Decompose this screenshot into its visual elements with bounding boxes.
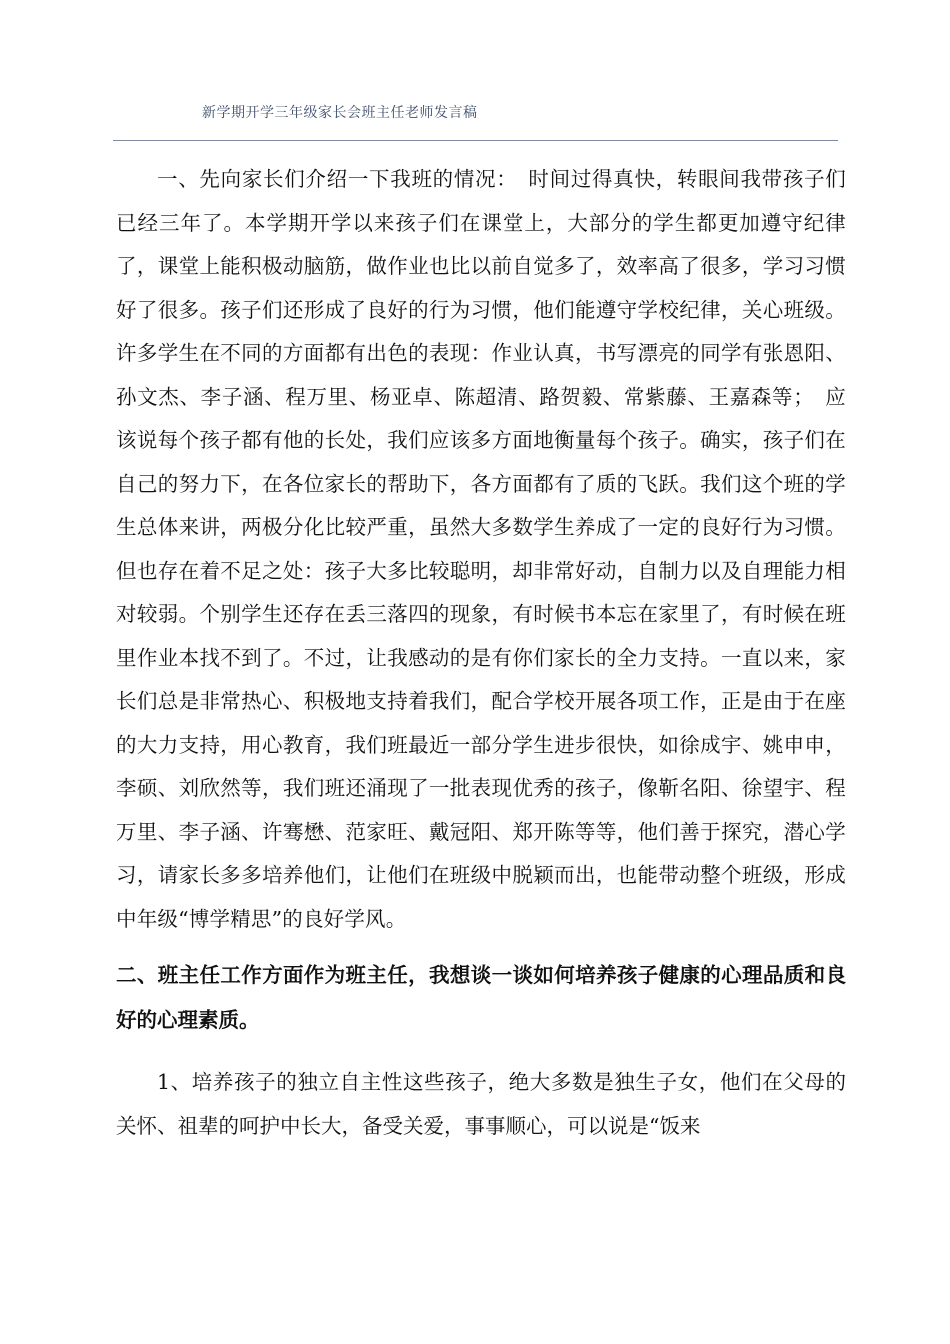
document-header-title: 新学期开学三年级家长会班主任老师发言稿 (202, 105, 478, 121)
paragraph-independence: 1、培养孩子的独立自主性这些孩子，绝大多数是独生子女，他们在父母的关怀、祖辈的呵护中长大，备受关爱，事事顺心，可以说是“饭来 (116, 1070, 846, 1138)
header-divider (113, 140, 838, 141)
document-body (116, 158, 846, 1148)
paragraph-class-introduction: 一、先向家长们介绍一下我班的情况： 时间过得真快，转眼间我带孩子们已经三年了。本学期开学以来孩子们在课堂上，大部分的学生都更加遵守纪律了，课堂上能积极动脑筋，做作业也比以前自觉多了，效率高了很多，学习习惯好了很多。孩子们还形成了良好的行为习惯，他们能遵守学校纪律，关心班级。许多学生在不同的方面都有出色的表现：作业认真，书写漂亮的同学有张恩阳、孙文杰、李子涵、程万里、杨亚卓、陈超清、路贺毅、常紫藤、王嘉森等； 应该说每个孩子都有他的长处，我们应该多方面地衡量每个孩子。确实，孩子们在自己的努力下，在各位家长的帮助下，各方面都有了质的飞跃。我们这个班的学生总体来讲，两极分化比较严重，虽然大多数学生养成了一定的良好行为习惯。但也存在着不足之处：孩子大多比较聪明，却非常好动，自制力以及自理能力相对较弱。个别学生还存在丢三落四的现象，有时候书本忘在家里了，有时候在班里作业本找不到了。不过，让我感动的是有你们家长的全力支持。一直以来，家长们总是非常热心、积极地支持着我们，配合学校开展各项工作，正是由于在座的大力支持，用心教育，我们班最近一部分学生进步很快，如徐成宇、姚申申，李硕、刘欣然等，我们班还涌现了一批表现优秀的孩子，像靳名阳、徐望宇、程万里、李子涵、许骞懋、范家旺、戴冠阳、郑开陈等等，他们善于探究，潜心学习，请家长多多培养他们，让他们在班级中脱颖而出，也能带动整个班级，形成中年级“博学精思”的良好学风。 (116, 167, 846, 931)
section-heading-class-teacher-work: 二、班主任工作方面作为班主任，我想谈一谈如何培养孩子健康的心理品质和良好的心理素质。 (116, 963, 846, 1032)
